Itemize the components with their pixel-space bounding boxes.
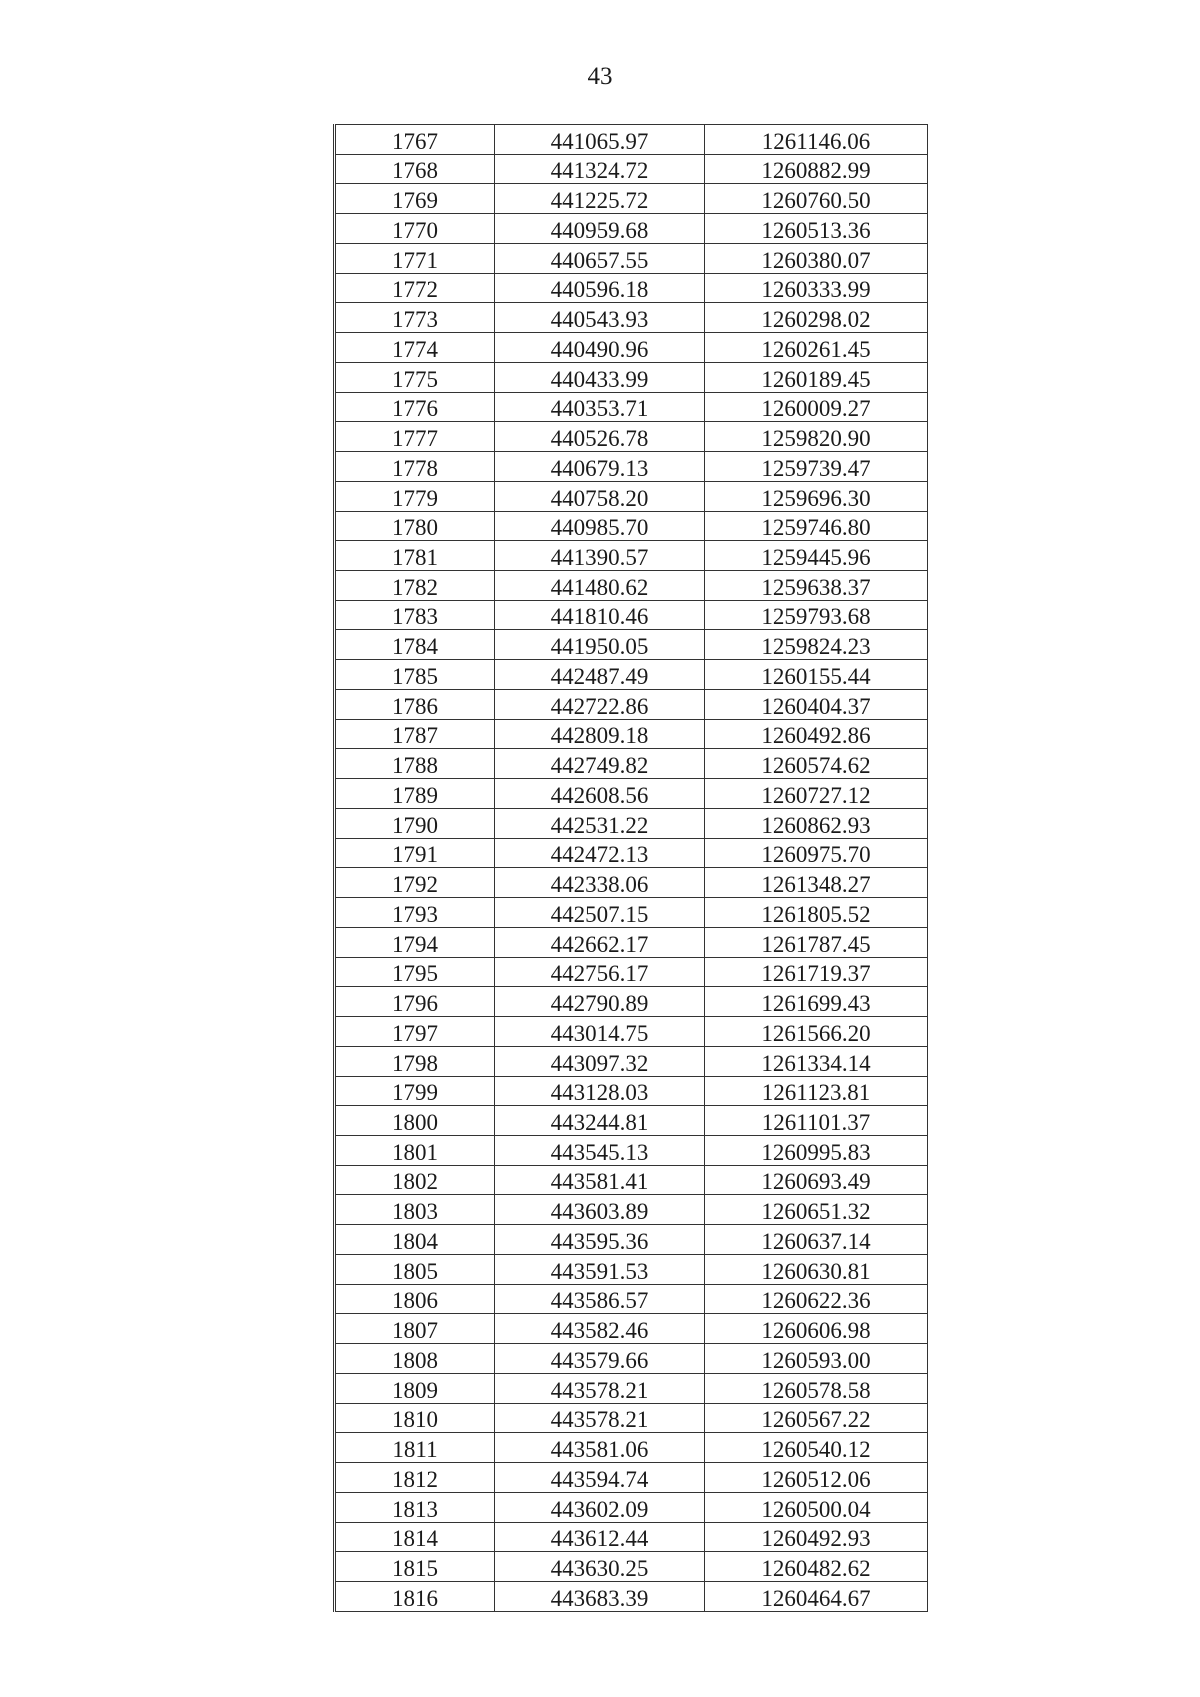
y-coordinate-cell: 1261123.81 (705, 1076, 928, 1106)
table-row (335, 1463, 928, 1493)
point-number-cell: 1808 (335, 1344, 495, 1374)
point-number-cell: 1799 (335, 1076, 495, 1106)
point-number-cell: 1795 (335, 957, 495, 987)
y-coordinate-cell: 1260622.36 (705, 1284, 928, 1314)
table-row (335, 125, 928, 155)
table-row (335, 333, 928, 363)
point-number-cell: 1806 (335, 1284, 495, 1314)
y-coordinate-cell: 1261348.27 (705, 868, 928, 898)
x-coordinate-cell: 443612.44 (495, 1522, 705, 1552)
y-coordinate-cell: 1260464.67 (705, 1581, 928, 1611)
x-coordinate-cell: 442531.22 (495, 808, 705, 838)
point-number-cell: 1798 (335, 1046, 495, 1076)
y-coordinate-cell: 1260574.62 (705, 749, 928, 779)
y-coordinate-cell: 1260492.93 (705, 1522, 928, 1552)
y-coordinate-cell: 1260975.70 (705, 838, 928, 868)
x-coordinate-cell: 442338.06 (495, 868, 705, 898)
x-coordinate-cell: 443581.06 (495, 1433, 705, 1463)
table-row (335, 660, 928, 690)
point-number-cell: 1779 (335, 481, 495, 511)
y-coordinate-cell: 1260593.00 (705, 1344, 928, 1374)
x-coordinate-cell: 443578.21 (495, 1373, 705, 1403)
x-coordinate-cell: 440758.20 (495, 481, 705, 511)
table-row (335, 362, 928, 392)
point-number-cell: 1778 (335, 452, 495, 482)
point-number-cell: 1781 (335, 541, 495, 571)
point-number-cell: 1787 (335, 719, 495, 749)
table-row (335, 1254, 928, 1284)
point-number-cell: 1813 (335, 1492, 495, 1522)
y-coordinate-cell: 1259824.23 (705, 630, 928, 660)
x-coordinate-cell: 440985.70 (495, 511, 705, 541)
point-number-cell: 1789 (335, 779, 495, 809)
point-number-cell: 1780 (335, 511, 495, 541)
table-row (335, 481, 928, 511)
x-coordinate-cell: 442608.56 (495, 779, 705, 809)
point-number-cell: 1791 (335, 838, 495, 868)
y-coordinate-cell: 1260155.44 (705, 660, 928, 690)
y-coordinate-cell: 1260727.12 (705, 779, 928, 809)
point-number-cell: 1786 (335, 689, 495, 719)
point-number-cell: 1770 (335, 214, 495, 244)
x-coordinate-cell: 442790.89 (495, 987, 705, 1017)
point-number-cell: 1792 (335, 868, 495, 898)
table-row (335, 987, 928, 1017)
y-coordinate-cell: 1261101.37 (705, 1106, 928, 1136)
point-number-cell: 1814 (335, 1522, 495, 1552)
x-coordinate-cell: 441480.62 (495, 571, 705, 601)
table-row (335, 1403, 928, 1433)
table-row (335, 1106, 928, 1136)
table-row (335, 927, 928, 957)
y-coordinate-cell: 1259820.90 (705, 422, 928, 452)
point-number-cell: 1790 (335, 808, 495, 838)
x-coordinate-cell: 442756.17 (495, 957, 705, 987)
coordinates-table-body (335, 125, 928, 1612)
point-number-cell: 1788 (335, 749, 495, 779)
table-row (335, 630, 928, 660)
y-coordinate-cell: 1260380.07 (705, 243, 928, 273)
y-coordinate-cell: 1260009.27 (705, 392, 928, 422)
y-coordinate-cell: 1260606.98 (705, 1314, 928, 1344)
table-row (335, 1284, 928, 1314)
y-coordinate-cell: 1260513.36 (705, 214, 928, 244)
table-row (335, 392, 928, 422)
table-row (335, 1522, 928, 1552)
y-coordinate-cell: 1260261.45 (705, 333, 928, 363)
table-row (335, 957, 928, 987)
point-number-cell: 1784 (335, 630, 495, 660)
point-number-cell: 1815 (335, 1552, 495, 1582)
table-row (335, 1135, 928, 1165)
x-coordinate-cell: 442662.17 (495, 927, 705, 957)
y-coordinate-cell: 1260189.45 (705, 362, 928, 392)
coordinates-table (333, 124, 928, 1612)
point-number-cell: 1797 (335, 1017, 495, 1047)
x-coordinate-cell: 440596.18 (495, 273, 705, 303)
y-coordinate-cell: 1261805.52 (705, 898, 928, 928)
y-coordinate-cell: 1260500.04 (705, 1492, 928, 1522)
y-coordinate-cell: 1260492.86 (705, 719, 928, 749)
point-number-cell: 1776 (335, 392, 495, 422)
table-row (335, 571, 928, 601)
table-row (335, 838, 928, 868)
point-number-cell: 1796 (335, 987, 495, 1017)
table-row (335, 1046, 928, 1076)
table-row (335, 749, 928, 779)
x-coordinate-cell: 441065.97 (495, 125, 705, 155)
table-row (335, 1492, 928, 1522)
x-coordinate-cell: 440526.78 (495, 422, 705, 452)
x-coordinate-cell: 440543.93 (495, 303, 705, 333)
table-row (335, 1195, 928, 1225)
x-coordinate-cell: 443595.36 (495, 1225, 705, 1255)
point-number-cell: 1769 (335, 184, 495, 214)
y-coordinate-cell: 1261719.37 (705, 957, 928, 987)
y-coordinate-cell: 1260862.93 (705, 808, 928, 838)
y-coordinate-cell: 1260333.99 (705, 273, 928, 303)
table-row (335, 1581, 928, 1611)
y-coordinate-cell: 1260760.50 (705, 184, 928, 214)
x-coordinate-cell: 442487.49 (495, 660, 705, 690)
x-coordinate-cell: 443591.53 (495, 1254, 705, 1284)
table-row (335, 689, 928, 719)
y-coordinate-cell: 1260482.62 (705, 1552, 928, 1582)
x-coordinate-cell: 443630.25 (495, 1552, 705, 1582)
point-number-cell: 1807 (335, 1314, 495, 1344)
point-number-cell: 1811 (335, 1433, 495, 1463)
point-number-cell: 1816 (335, 1581, 495, 1611)
y-coordinate-cell: 1260693.49 (705, 1165, 928, 1195)
point-number-cell: 1810 (335, 1403, 495, 1433)
point-number-cell: 1767 (335, 125, 495, 155)
x-coordinate-cell: 443594.74 (495, 1463, 705, 1493)
y-coordinate-cell: 1261699.43 (705, 987, 928, 1017)
table-row (335, 1344, 928, 1374)
x-coordinate-cell: 440433.99 (495, 362, 705, 392)
y-coordinate-cell: 1260404.37 (705, 689, 928, 719)
point-number-cell: 1775 (335, 362, 495, 392)
table-row (335, 1225, 928, 1255)
x-coordinate-cell: 443244.81 (495, 1106, 705, 1136)
y-coordinate-cell: 1260298.02 (705, 303, 928, 333)
table-row (335, 452, 928, 482)
x-coordinate-cell: 443683.39 (495, 1581, 705, 1611)
x-coordinate-cell: 440657.55 (495, 243, 705, 273)
x-coordinate-cell: 441810.46 (495, 600, 705, 630)
table-row (335, 184, 928, 214)
table-row (335, 719, 928, 749)
y-coordinate-cell: 1260567.22 (705, 1403, 928, 1433)
x-coordinate-cell: 441324.72 (495, 154, 705, 184)
point-number-cell: 1804 (335, 1225, 495, 1255)
y-coordinate-cell: 1259746.80 (705, 511, 928, 541)
point-number-cell: 1793 (335, 898, 495, 928)
x-coordinate-cell: 442722.86 (495, 689, 705, 719)
y-coordinate-cell: 1260512.06 (705, 1463, 928, 1493)
table-row (335, 214, 928, 244)
table-row (335, 1373, 928, 1403)
x-coordinate-cell: 443578.21 (495, 1403, 705, 1433)
y-coordinate-cell: 1261334.14 (705, 1046, 928, 1076)
table-row (335, 541, 928, 571)
point-number-cell: 1803 (335, 1195, 495, 1225)
point-number-cell: 1777 (335, 422, 495, 452)
x-coordinate-cell: 443602.09 (495, 1492, 705, 1522)
y-coordinate-cell: 1259739.47 (705, 452, 928, 482)
y-coordinate-cell: 1259696.30 (705, 481, 928, 511)
y-coordinate-cell: 1260995.83 (705, 1135, 928, 1165)
x-coordinate-cell: 442472.13 (495, 838, 705, 868)
table-row (335, 1165, 928, 1195)
y-coordinate-cell: 1259793.68 (705, 600, 928, 630)
point-number-cell: 1812 (335, 1463, 495, 1493)
table-row (335, 868, 928, 898)
x-coordinate-cell: 440490.96 (495, 333, 705, 363)
point-number-cell: 1773 (335, 303, 495, 333)
table-row (335, 154, 928, 184)
x-coordinate-cell: 440959.68 (495, 214, 705, 244)
page-number: 43 (587, 63, 613, 90)
x-coordinate-cell: 443603.89 (495, 1195, 705, 1225)
point-number-cell: 1772 (335, 273, 495, 303)
y-coordinate-cell: 1260882.99 (705, 154, 928, 184)
point-number-cell: 1800 (335, 1106, 495, 1136)
x-coordinate-cell: 440353.71 (495, 392, 705, 422)
table-row (335, 898, 928, 928)
table-row (335, 779, 928, 809)
x-coordinate-cell: 442507.15 (495, 898, 705, 928)
table-row (335, 422, 928, 452)
x-coordinate-cell: 443581.41 (495, 1165, 705, 1195)
table-row (335, 303, 928, 333)
y-coordinate-cell: 1260651.32 (705, 1195, 928, 1225)
y-coordinate-cell: 1261787.45 (705, 927, 928, 957)
point-number-cell: 1809 (335, 1373, 495, 1403)
y-coordinate-cell: 1260630.81 (705, 1254, 928, 1284)
x-coordinate-cell: 443014.75 (495, 1017, 705, 1047)
y-coordinate-cell: 1260578.58 (705, 1373, 928, 1403)
x-coordinate-cell: 442809.18 (495, 719, 705, 749)
y-coordinate-cell: 1260637.14 (705, 1225, 928, 1255)
x-coordinate-cell: 443586.57 (495, 1284, 705, 1314)
table-row (335, 1314, 928, 1344)
x-coordinate-cell: 443097.32 (495, 1046, 705, 1076)
x-coordinate-cell: 443582.46 (495, 1314, 705, 1344)
x-coordinate-cell: 441390.57 (495, 541, 705, 571)
point-number-cell: 1801 (335, 1135, 495, 1165)
x-coordinate-cell: 443579.66 (495, 1344, 705, 1374)
point-number-cell: 1771 (335, 243, 495, 273)
point-number-cell: 1794 (335, 927, 495, 957)
point-number-cell: 1785 (335, 660, 495, 690)
y-coordinate-cell: 1261566.20 (705, 1017, 928, 1047)
x-coordinate-cell: 440679.13 (495, 452, 705, 482)
x-coordinate-cell: 441950.05 (495, 630, 705, 660)
point-number-cell: 1782 (335, 571, 495, 601)
table-row (335, 243, 928, 273)
point-number-cell: 1774 (335, 333, 495, 363)
point-number-cell: 1805 (335, 1254, 495, 1284)
y-coordinate-cell: 1259445.96 (705, 541, 928, 571)
x-coordinate-cell: 441225.72 (495, 184, 705, 214)
x-coordinate-cell: 443545.13 (495, 1135, 705, 1165)
table-row (335, 1552, 928, 1582)
table-row (335, 1017, 928, 1047)
table-row (335, 273, 928, 303)
table-row (335, 1433, 928, 1463)
y-coordinate-cell: 1261146.06 (705, 125, 928, 155)
x-coordinate-cell: 443128.03 (495, 1076, 705, 1106)
table-row (335, 1076, 928, 1106)
table-row (335, 511, 928, 541)
table-row (335, 600, 928, 630)
x-coordinate-cell: 442749.82 (495, 749, 705, 779)
point-number-cell: 1768 (335, 154, 495, 184)
point-number-cell: 1783 (335, 600, 495, 630)
table-row (335, 808, 928, 838)
point-number-cell: 1802 (335, 1165, 495, 1195)
y-coordinate-cell: 1259638.37 (705, 571, 928, 601)
y-coordinate-cell: 1260540.12 (705, 1433, 928, 1463)
